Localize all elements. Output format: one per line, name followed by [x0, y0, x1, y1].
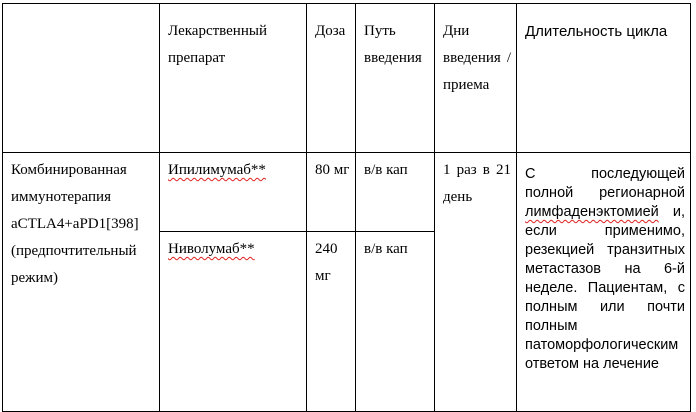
drug-cell — [160, 232, 307, 412]
days-cell: 1 раз в 21 день — [435, 153, 517, 412]
table-header-row — [3, 4, 691, 153]
dose-cell: 240 мг — [307, 232, 356, 412]
header-route: Путь введения — [356, 4, 435, 153]
cycle-text-suffix: и, если применимо, резекцией транзитных метастазов на 6-й неделе. Пациентам, с полным или почти полным патоморфологическим ответом на лечение — [525, 204, 685, 372]
cycle-text-prefix: С последующей полной регионарной — [525, 166, 685, 201]
drug-cell — [160, 153, 307, 232]
header-dose: Доза — [307, 4, 356, 153]
regimen-table — [2, 3, 691, 412]
regimen-note: (предпочтительный режим) — [11, 243, 137, 286]
regimen-ref: aCTLA4+aPD1[398] — [11, 216, 139, 232]
header-days: Дни введения / приема — [435, 4, 517, 153]
header-empty-cell — [3, 4, 160, 153]
table-row — [3, 153, 691, 232]
header-cycle: Длительность цикла — [517, 4, 691, 153]
cycle-text-underlined: лимфаденэктомией — [525, 204, 659, 220]
header-drug: Лекарственный препарат — [160, 4, 307, 153]
regimen-name-cell — [3, 153, 160, 412]
drug-name: Ниволумаб** — [168, 241, 255, 257]
drug-name: Ипилимумаб** — [168, 162, 266, 178]
route-cell: в/в кап — [356, 232, 435, 412]
route-cell: в/в кап — [356, 153, 435, 232]
cycle-cell — [517, 153, 691, 412]
regimen-name: Комбинированная иммунотерапия — [11, 162, 127, 205]
dose-cell: 80 мг — [307, 153, 356, 232]
